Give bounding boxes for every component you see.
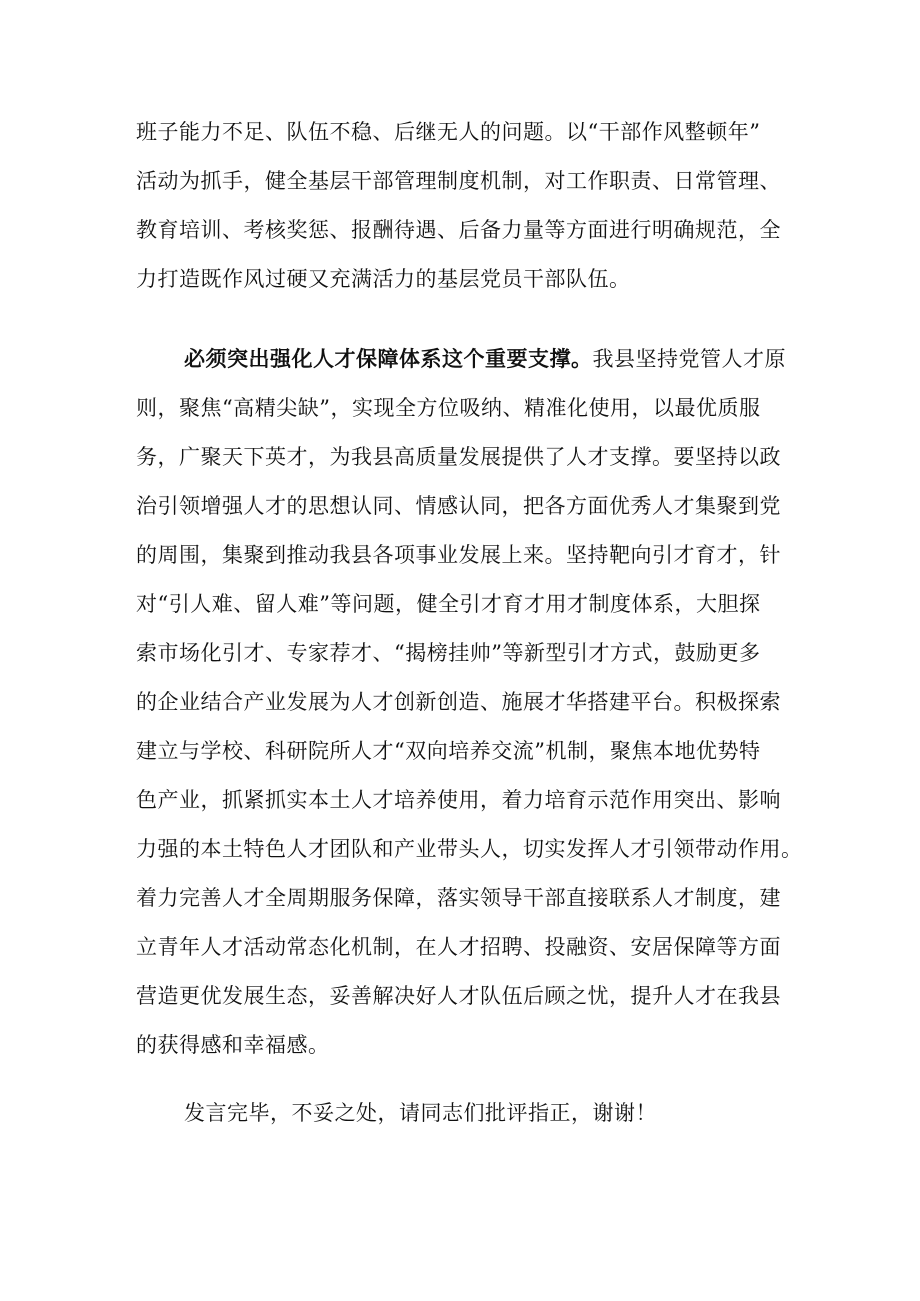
para1-line: 力打造既作风过硬又充满活力的基层党员干部队伍。 [136,267,631,291]
para2-line: 色产业，抓紧抓实本土人才培养使用，着力培育示范作用突出、影响 [136,788,781,812]
para1-line: 班子能力不足、队伍不稳、后继无人的问题。以“干部作风整顿年” [136,120,761,144]
para2-line: 营造更优发展生态，妥善解决好人才队伍后顾之忧，提升人才在我县 [136,984,781,1008]
para2-line: 着力完善人才全周期服务保障，落实领导干部直接联系人才制度，建 [136,886,781,910]
para2-line: 的企业结合产业发展为人才创新创造、施展才华搭建平台。积极探索 [136,690,781,714]
para2-line: 务，广聚天下英才，为我县高质量发展提供了人才支撑。要坚持以政 [136,445,781,469]
para2-line: 的获得感和幸福感。 [136,1033,330,1057]
para2-line: 则，聚焦“高精尖缺”，实现全方位吸纳、精准化使用，以最优质服 [136,396,761,420]
para1-line: 教育培训、考核奖惩、报酬待遇、后备力量等方面进行明确规范，全 [136,218,781,242]
para2-first-line-rest: 我县坚持党管人才原 [592,347,786,371]
para2-line: 对“引人难、留人难”等问题，健全引才育才用才制度体系，大胆探 [136,592,761,616]
para2-first-line [184,347,786,371]
para2-line: 治引领增强人才的思想认同、情感认同，把各方面优秀人才集聚到党 [136,494,781,518]
closing-line: 发言完毕，不妥之处，请同志们批评指正，谢谢！ [184,1101,657,1125]
para2-line: 索市场化引才、专家荐才、“揭榜挂帅”等新型引才方式，鼓励更多 [136,641,761,665]
para1-line: 活动为抓手，健全基层干部管理制度机制，对工作职责、日常管理、 [136,169,781,193]
para2-line: 的周围，集聚到推动我县各项事业发展上来。坚持靶向引才育才，针 [136,543,781,567]
para2-heading: 必须突出强化人才保障体系这个重要支撑。 [184,346,593,371]
para2-line: 建立与学校、科研院所人才“双向培养交流”机制，聚焦本地优势特 [136,739,761,763]
para2-line: 力强的本土特色人才团队和产业带头人，切实发挥人才引领带动作用。 [136,837,803,861]
para2-line: 立青年人才活动常态化机制，在人才招聘、投融资、安居保障等方面 [136,935,781,959]
